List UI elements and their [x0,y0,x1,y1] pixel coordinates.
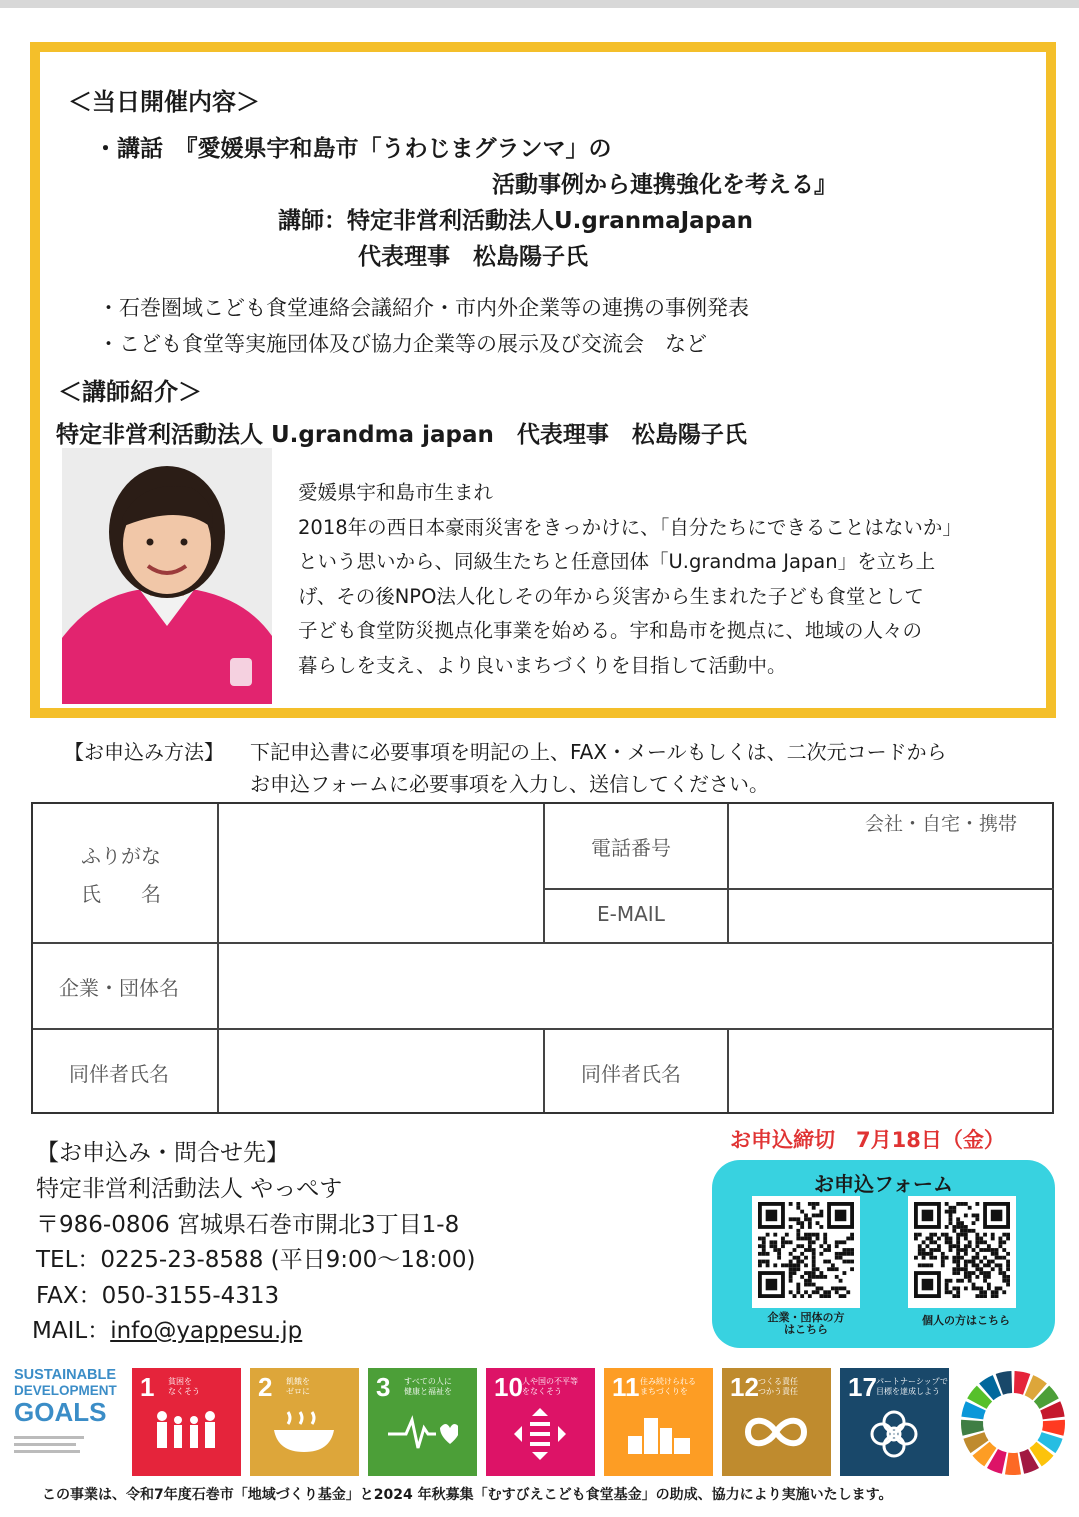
bio-line: 暮らしを支え、より良いまちづくりを目指して活動中。 [298,653,787,677]
company-label: 企業・団体名 [59,976,179,1000]
lecturer-line2: 代表理事 松島陽子氏 [358,244,588,270]
phone-label: 電話番号 [591,836,671,860]
contact-org: 特定非営利活動法人 やっぺす [36,1176,343,1202]
bowl-icon [270,1408,340,1462]
deadline: お申込締切 7月18日（金） [730,1128,1005,1152]
speaker-bio [298,476,1038,683]
bio-line: という思いから、同級生たちと任意団体「U.grandma Japan」を立ち上 [298,550,936,573]
sdg-goal-2 [250,1368,359,1476]
sdg-goal-12 [722,1368,831,1476]
sdg-goal-caption: 飢餓を ゼロに [286,1377,310,1396]
sdg-goal-number: 17 [848,1372,877,1402]
sdg-goal-17 [840,1368,949,1476]
bio-line: げ、その後NPO法人化しその年から災害から生まれた子ども食堂として [298,584,924,608]
application-form-table [31,802,1054,1114]
contact-address: 〒986-0806 宮城県石巻市開北3丁目1-8 [36,1212,460,1238]
program-heading: ＜当日開催内容＞ [68,88,260,116]
name-input-area[interactable] [219,804,543,942]
sdg-goal-1 [132,1368,241,1476]
sdg-goal-caption: 人や国の不平等 をなくそう [522,1377,578,1396]
phone-options: 会社・自宅・携帯 [865,813,1018,835]
sdgs-logo [14,1368,124,1476]
qr-code-icon [914,1202,1010,1298]
funding-footer: この事業は、令和7年度石巻市「地域づくり基金」と2024 年秋募集「むすびえこども食堂基金」の助成、協力により実施いたします。 [42,1487,893,1503]
sdg-goal-caption: パートナーシップで 目標を達成しよう [876,1377,948,1396]
application-label: 【お申込み方法】 [64,740,224,764]
qr1-label [752,1312,860,1336]
email-label: E-MAIL [597,902,665,926]
speaker-name-line: 特定非営利活動法人 U.grandma japan 代表理事 松島陽子氏 [56,422,747,448]
application-line2: お申込フォームに必要事項を入力し、送信してください。 [250,772,769,796]
sdg-goal-number: 12 [730,1372,759,1402]
companion-input-2[interactable] [729,1030,1054,1112]
lecture-title-line1: ・講話 『愛媛県宇和島市「うわじまグランマ」の [94,136,612,162]
qr1-label-line2: はこちら [784,1323,828,1336]
contact-fax: FAX：050-3155-4313 [36,1283,280,1309]
sdg-goal-number: 11 [612,1372,640,1402]
sdg-goal-number: 10 [494,1372,523,1402]
sdg-goal-3 [368,1368,477,1476]
flower-icon [860,1408,930,1462]
speaker-portrait-icon [62,448,272,704]
application-line1: 下記申込書に必要事項を明記の上、FAX・メールもしくは、二次元コードから [250,740,947,764]
entry-form-panel [712,1160,1055,1348]
phone-input-area[interactable] [729,804,1054,888]
heartbeat-icon [388,1408,458,1462]
furigana-label: ふりがな [81,844,161,868]
speaker-heading: ＜講師紹介＞ [58,378,202,406]
speaker-photo [62,448,272,704]
qr-code-individual[interactable] [908,1196,1016,1308]
qr-code-company[interactable] [752,1196,860,1308]
sdg-goal-caption: つくる責任 つかう責任 [758,1377,798,1396]
infinity-icon [742,1408,812,1462]
sdgs-logo-line2: DEVELOPMENT [14,1383,117,1398]
contact-tel: TEL：0225-23-8588 (平日9:00～18:00) [36,1247,476,1273]
mail-link[interactable]: info@yappesu.jp [110,1318,303,1344]
sdgs-logo-line3: GOALS [14,1397,107,1427]
sdg-goal-number: 1 [140,1372,155,1402]
sdg-goal-caption: 貧困を なくそう [168,1377,200,1396]
bio-line: 2018年の西日本豪雨災害をきっかけに、「自分たちにできることはないか」 [298,515,962,539]
lecture-title-line2: 活動事例から連携強化を考える』 [492,172,837,198]
contact-mail-row [32,1312,302,1345]
sdg-goal-caption: すべての人に 健康と福祉を [404,1377,452,1396]
bio-line: 愛媛県宇和島市生まれ [298,481,494,504]
company-input-area[interactable] [219,944,1054,1028]
sdgs-logo-line1: SUSTAINABLE [14,1367,117,1383]
sdg-goal-number: 3 [376,1372,391,1402]
city-icon [624,1408,694,1462]
name-label: 氏 名 [81,882,161,906]
qr1-label-line1: 企業・団体の方 [767,1311,845,1324]
top-edge-bar [0,0,1079,8]
mail-label: MAIL： [32,1318,111,1344]
qr-code-icon [758,1202,854,1298]
family-icon [152,1408,222,1462]
bio-line: 子ども食堂防災拠点化事業を始める。宇和島市を拠点に、地域の人々の [298,619,923,642]
program-bullet-2: ・こども食堂等実施団体及び協力企業等の展示及び交流会 など [98,332,707,356]
companion-label-2: 同伴者氏名 [581,1062,681,1086]
event-info-frame [30,42,1056,718]
companion-input-1[interactable] [219,1030,543,1112]
companion-label-1: 同伴者氏名 [69,1062,169,1086]
sdg-goal-10 [486,1368,595,1476]
program-bullet-1: ・石巻圏域こども食堂連絡会議紹介・市内外企業等の連携の事例発表 [98,296,749,320]
email-input-area[interactable] [729,890,1054,942]
entry-form-title: お申込フォーム [814,1172,953,1196]
qr2-label: 個人の方はこちら [922,1314,1010,1327]
sdgs-wheel-icon [958,1368,1068,1478]
lecturer-line1: 講師：特定非営利活動法人U.granmaJapan [278,208,754,234]
equality-icon [506,1408,576,1462]
sdg-goal-11 [604,1368,713,1476]
sdg-goal-caption: 住み続けられる まちづくりを [640,1377,696,1396]
sdg-goal-number: 2 [258,1372,273,1402]
contact-heading: 【お申込み・問合せ先】 [36,1140,289,1166]
